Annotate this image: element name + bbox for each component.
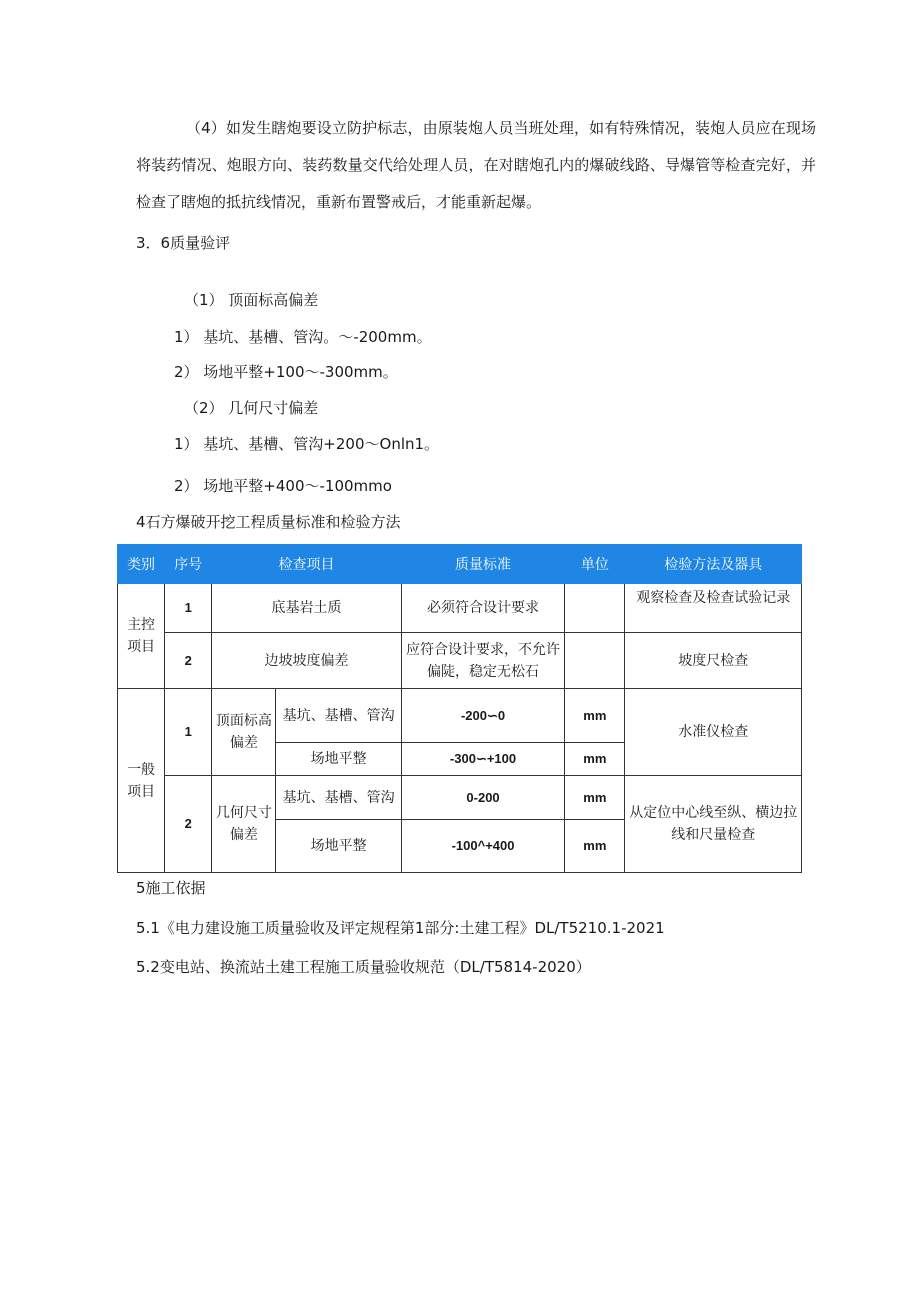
row-number: 1 [165,584,212,633]
row-number: 2 [165,633,212,689]
subsection-1-item-1: 1） 基坑、基槽、管沟。～-200mm。 [174,328,432,346]
header-number: 序号 [165,545,212,584]
table-header-row [118,545,802,584]
table-row [118,776,802,820]
row-number: 1 [165,689,212,776]
unit: mm [565,689,625,743]
check-method: 水准仪检查 [625,689,802,776]
reference-5-1: 5.1《电力建设施工质量验收及评定规程第1部分:土建工程》DL/T5210.1-2021 [136,919,665,937]
section-4-heading: 4石方爆破开挖工程质量标准和检验方法 [136,513,401,531]
check-method: 观察检查及检查试验记录 [625,584,802,633]
reference-5-2: 5.2变电站、换流站土建工程施工质量验收规范（DL/T5814-2020） [136,958,591,976]
category-main: 主控项目 [118,584,165,689]
subsection-1-title: （1） 顶面标高偏差 [184,291,319,309]
quality-standard: 必须符合设计要求 [401,584,564,633]
unit [565,633,625,689]
subsection-1-item-2: 2） 场地平整+100～-300mm。 [174,363,398,381]
check-item: 底基岩土质 [212,584,402,633]
table-row [118,584,802,633]
table-row [118,689,802,743]
header-method: 检验方法及器具 [625,545,802,584]
header-check-item: 检查项目 [212,545,402,584]
sub-item: 基坑、基槽、管沟 [276,776,401,820]
section-5-heading: 5施工依据 [136,879,206,897]
header-quality-standard: 质量标准 [401,545,564,584]
paragraph-4: （4）如发生瞎炮要设立防护标志，由原装炮人员当班处理，如有特殊情况，装炮人员应在现场将装药情况、炮眼方向、装药数量交代给处理人员，在对瞎炮孔内的爆破线路、导爆管等检查完好，并检查了瞎炮的抵抗线情况，重新布置警戒后，才能重新起爆。 [136,119,816,211]
check-method: 从定位中心线至纵、横边拉线和尺量检查 [625,776,802,873]
quality-standard: 0-200 [401,776,564,820]
subsection-2-item-1: 1） 基坑、基槽、管沟+200～Onln1。 [174,435,440,453]
sub-item: 基坑、基槽、管沟 [276,689,401,743]
section-3-6-heading: 3．6质量验评 [136,234,231,252]
quality-standard: -100^+400 [401,820,564,873]
row-number: 2 [165,776,212,873]
sub-item: 场地平整 [276,820,401,873]
header-category: 类别 [118,545,165,584]
sub-item: 场地平整 [276,743,401,776]
check-item: 几何尺寸偏差 [212,776,276,873]
check-item: 边坡坡度偏差 [212,633,402,689]
table-row [118,633,802,689]
unit: mm [565,743,625,776]
subsection-2-title: （2） 几何尺寸偏差 [184,399,319,417]
check-method: 坡度尺检查 [625,633,802,689]
check-item: 顶面标高偏差 [212,689,276,776]
unit [565,584,625,633]
quality-standard: 应符合设计要求，不允许偏陡，稳定无松石 [401,633,564,689]
quality-standard: -300∽+100 [401,743,564,776]
quality-standard: -200∽0 [401,689,564,743]
header-unit: 单位 [565,545,625,584]
quality-standard-table [117,544,802,873]
category-general: 一般项目 [118,689,165,873]
unit: mm [565,820,625,873]
unit: mm [565,776,625,820]
subsection-2-item-2: 2） 场地平整+400～-100mmo [174,477,392,495]
